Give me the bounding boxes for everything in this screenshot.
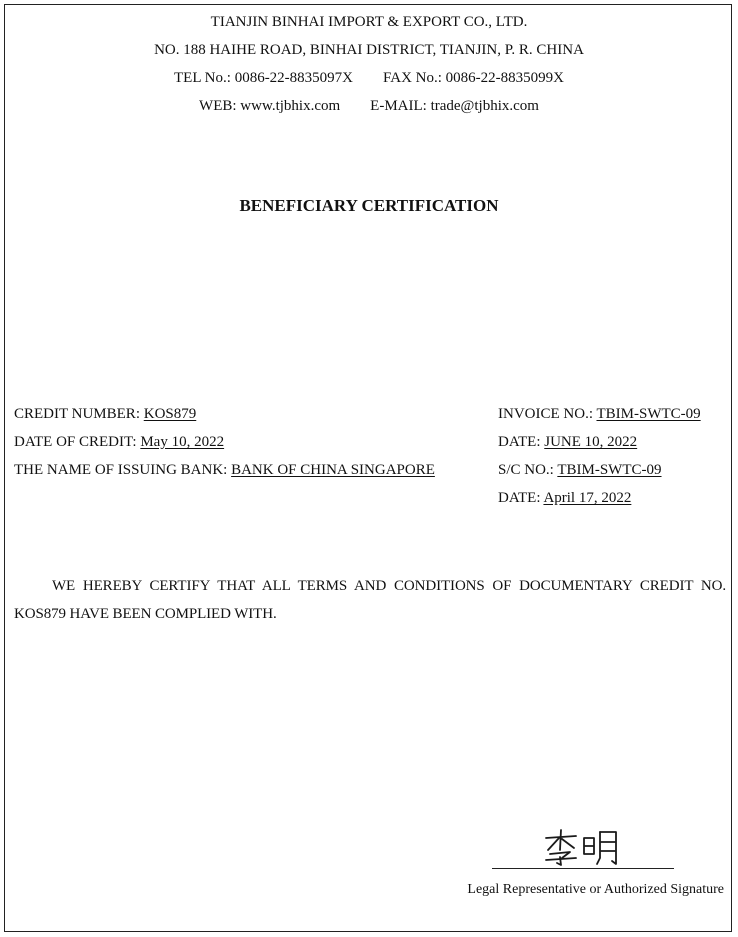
- sc-no-value: TBIM-SWTC-09: [557, 462, 662, 478]
- invoice-date-value: JUNE 10, 2022: [544, 434, 638, 450]
- document-title: BENEFICIARY CERTIFICATION: [239, 196, 499, 215]
- issuing-bank-value: BANK OF CHINA SINGAPORE: [231, 462, 435, 478]
- signature-line: [492, 868, 674, 869]
- issuing-bank-label: THE NAME OF ISSUING BANK:: [14, 462, 228, 478]
- date-of-credit-value: May 10, 2022: [140, 434, 225, 450]
- handwritten-signature: [540, 828, 630, 868]
- date-of-credit-label: DATE OF CREDIT:: [14, 434, 137, 450]
- invoice-no-field: [498, 404, 701, 424]
- sc-no-field: [498, 460, 662, 480]
- company-address: NO. 188 HAIHE ROAD, BINHAI DISTRICT, TIANJIN, P. R. CHINA: [154, 42, 584, 58]
- invoice-date-label: DATE:: [498, 434, 541, 450]
- sc-no-label: S/C NO.:: [498, 462, 554, 478]
- credit-number-field: [14, 404, 196, 424]
- date-of-credit-field: [14, 432, 224, 452]
- invoice-no-value: TBIM-SWTC-09: [596, 406, 701, 422]
- invoice-date-field: [498, 432, 637, 452]
- invoice-no-label: INVOICE NO.:: [498, 406, 593, 422]
- fax-label: FAX No.:: [383, 70, 442, 86]
- email-value: trade@tjbhix.com: [430, 98, 539, 114]
- tel-label: TEL No.:: [174, 70, 231, 86]
- credit-number-value: KOS879: [143, 406, 197, 422]
- sc-date-field: [498, 488, 631, 508]
- company-name: TIANJIN BINHAI IMPORT & EXPORT CO., LTD.: [210, 14, 528, 30]
- fax-value: 0086-22-8835099X: [445, 70, 564, 86]
- web-value: www.tjbhix.com: [240, 98, 341, 114]
- signature-caption: Legal Representative or Authorized Signature: [467, 882, 724, 897]
- web-label: WEB:: [199, 98, 237, 114]
- credit-number-label: CREDIT NUMBER:: [14, 406, 140, 422]
- tel-value: 0086-22-8835097X: [234, 70, 354, 86]
- sc-date-label: DATE:: [498, 490, 541, 506]
- contact-web-email: [0, 96, 738, 116]
- certification-statement: WE HEREBY CERTIFY THAT ALL TERMS AND CONDITIONS OF DOCUMENTARY CREDIT NO. KOS879 HAVE BEEN COMPLIED WITH.: [14, 578, 726, 622]
- email-label: E-MAIL:: [370, 98, 427, 114]
- sc-date-value: April 17, 2022: [543, 490, 632, 506]
- contact-phone-fax: [0, 68, 738, 88]
- issuing-bank-field: [14, 460, 435, 480]
